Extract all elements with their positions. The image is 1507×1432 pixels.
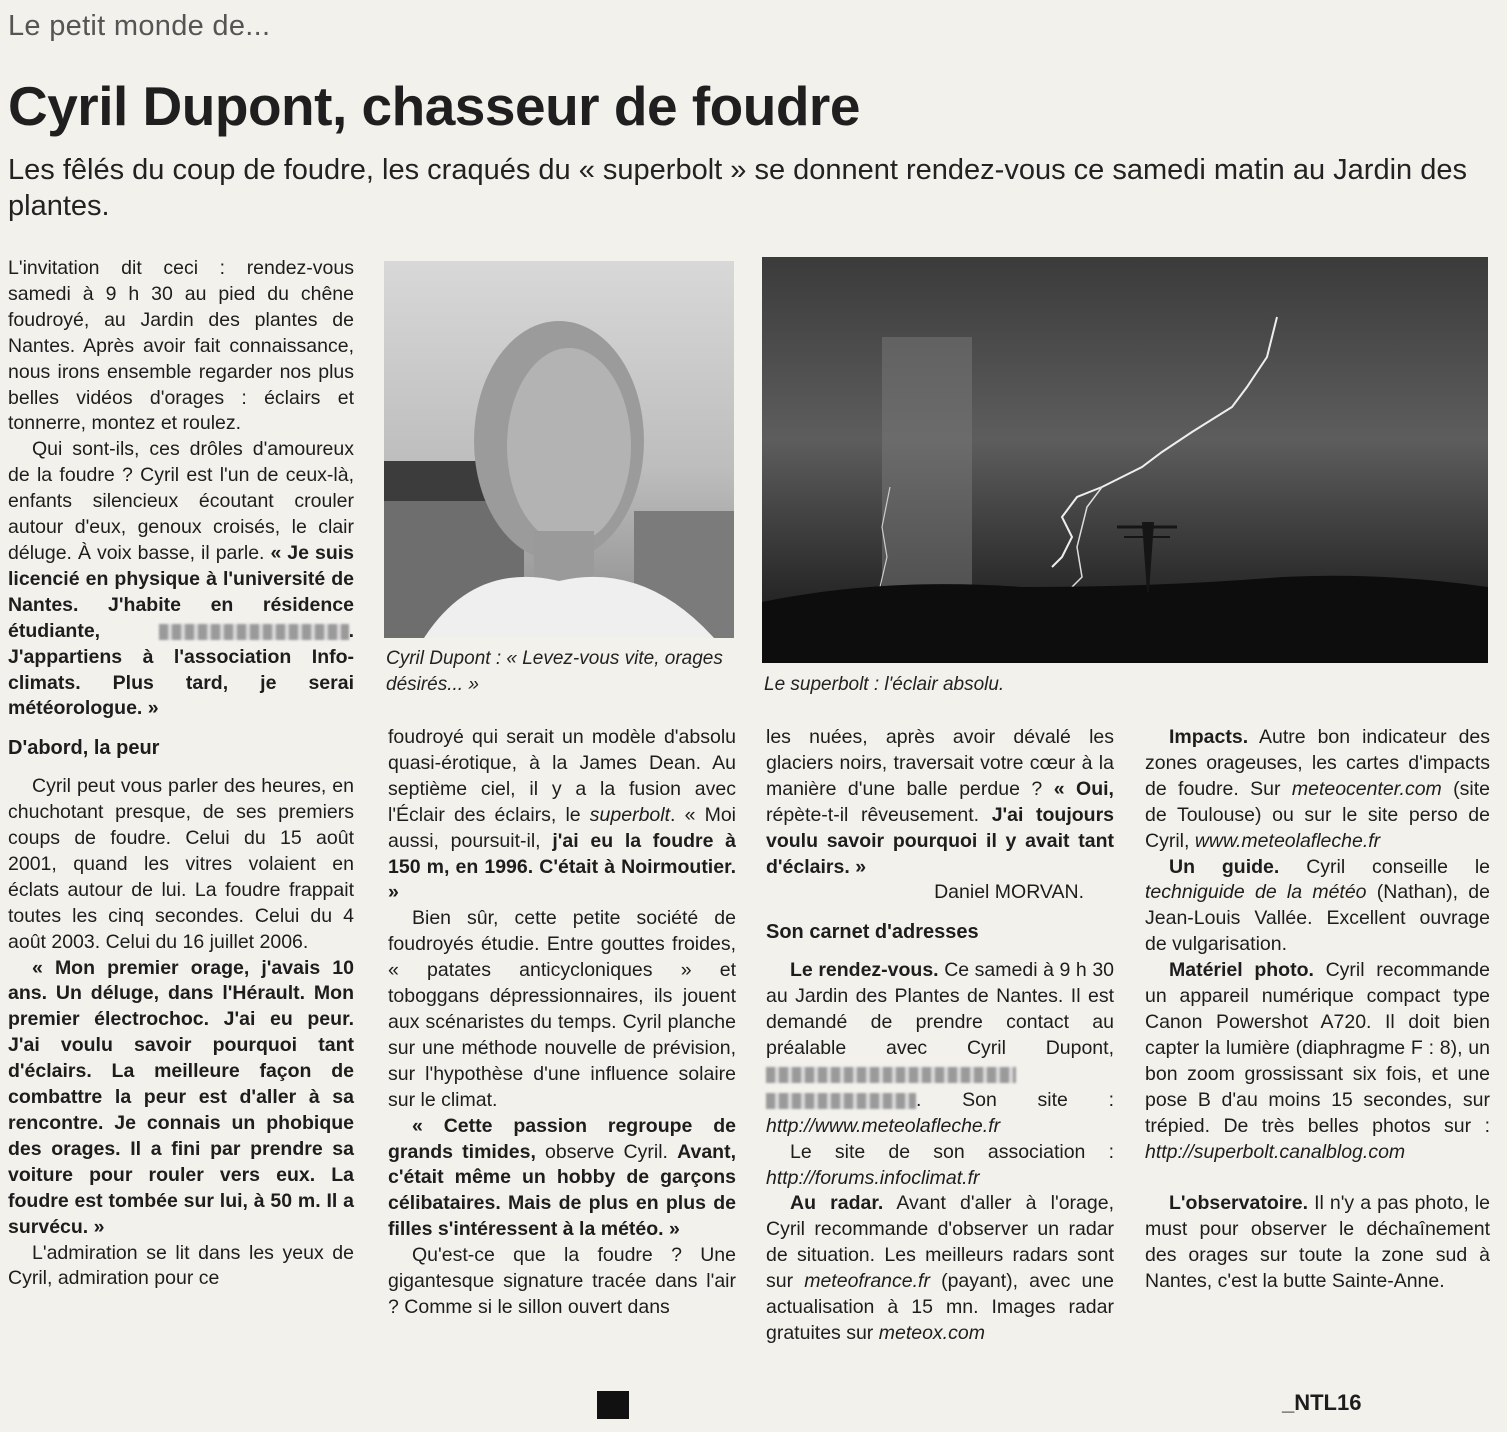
paragraph: L'invitation dit ceci : rendez-vous samedi à 9 h 30 au pied du chêne foudroyé, au Jardin des plantes de Nantes. Après avoir fait connaissance, nous irons ensemble regarder nos plus belles vidéos d'orages : éclairs et tonnerre, montez et roulez.	[8, 257, 354, 435]
paragraph: Qu'est-ce que la foudre ? Une gigantesque signature tracée dans l'air ? Comme si le sillon ouvert dans	[388, 1244, 736, 1318]
term: superbolt	[589, 803, 671, 826]
label: Impacts.	[1169, 726, 1249, 748]
subheading: D'abord, la peur	[8, 737, 160, 760]
deck: Les fêlés du coup de foudre, les craqués du « superbolt » se donnent rendez-vous ce samedi matin au Jardin des plantes.	[8, 154, 1467, 222]
lightning-photo	[762, 257, 1488, 663]
book-title: techniguide de la météo	[1145, 881, 1367, 904]
text: Cyril conseille le	[1306, 855, 1490, 878]
quote: « Je suis licencié en physique à l'université de Nantes. J'habite en résidence étudiante,	[8, 541, 354, 642]
paragraph	[388, 1114, 736, 1244]
link[interactable]: http://www.meteolafleche.fr	[766, 1114, 1001, 1137]
paragraph	[1145, 1191, 1490, 1295]
link[interactable]: http://forums.infoclimat.fr	[766, 1166, 980, 1189]
label: L'observatoire.	[1169, 1192, 1309, 1215]
quote: « Mon premier orage, j'avais 10 ans. Un déluge, dans l'Hérault. Mon premier électrochoc. J'ai eu peur. J'ai voulu savoir pourquoi tant d'éclairs. La meilleure façon de combattre la peur est d'aller à sa rencontre. Je connais un phobique des orages. Il a fini par prendre sa voiture pour rouler vers eux. La foudre est tombée sur lui, à 50 m. Il a survécu. »	[8, 956, 354, 1238]
page-code: _NTL16	[1282, 1390, 1362, 1415]
text: Le site de son association :	[790, 1140, 1114, 1163]
column-4	[1145, 725, 1490, 1295]
quote: j'ai eu la foudre à 150 m, en 1996. C'était à Noirmoutier. »	[388, 829, 737, 904]
text: les nuées, après avoir dévalé les glaciers noirs, traversait votre cœur à la manière d'une balle perdue ?	[766, 726, 1114, 800]
paragraph	[1145, 958, 1490, 1165]
paragraph: Cyril peut vous parler des heures, en chuchotant presque, de ses premiers coups de foudre. Celui du 15 août 2001, quand les vitres volaient en éclats autour de lui. La foudre frappait toutes les cinq secondes. Celui du 4 août 2003. Celui du 16 juillet 2006.	[8, 775, 354, 953]
text: répète-t-il rêveusement.	[766, 803, 980, 826]
redacted-phone	[766, 1067, 1016, 1083]
text: Il n'y a pas photo, le must pour observer le déchaînement des orages sur toute la zone sud à Nantes, c'est la butte Sainte-Anne.	[1145, 1192, 1490, 1293]
text: Avant d'aller à l'orage, Cyril recommande d'observer un radar de situation. Les meilleurs radars sont sur	[766, 1192, 1114, 1293]
label: Matériel photo.	[1169, 959, 1314, 982]
text: observe Cyril.	[545, 1140, 668, 1163]
column-2	[388, 725, 736, 1321]
paragraph	[766, 1140, 1114, 1192]
paragraph: L'admiration se lit dans les yeux de Cyril, admiration pour ce	[8, 1241, 354, 1290]
quote: J'ai toujours voulu savoir pourquoi il y avait tant d'éclairs. »	[766, 803, 1115, 878]
portrait-caption: Cyril Dupont : « Levez-vous vite, orages désirés... »	[386, 648, 723, 695]
quote: « Cette passion regroupe de grands timides,	[388, 1114, 736, 1163]
lightning-scene	[762, 257, 1488, 663]
paragraph	[766, 725, 1114, 880]
text: foudroyé qui serait un modèle d'absolu quasi-érotique, à la James Dean. Au septième ciel, il y a la fusion avec l'Éclair des éclairs, le	[388, 726, 736, 826]
quote: . J'appartiens à l'association Info-climats. Plus tard, je serai météorologue. »	[8, 619, 354, 720]
link[interactable]: meteofrance.fr	[804, 1270, 930, 1293]
label: Le rendez-vous.	[790, 959, 939, 982]
link[interactable]: http://superbolt.canalblog.com	[1145, 1140, 1406, 1163]
redacted-phone	[766, 1093, 916, 1109]
portrait-figure	[384, 261, 734, 638]
link[interactable]: meteocenter.com	[1291, 777, 1442, 800]
text: (site de Toulouse) ou sur le site perso de Cyril,	[1145, 777, 1491, 852]
quote: Avant, c'était même un hobby de garçons célibataires. Mais de plus en plus de filles s'intéressent à la météo. »	[388, 1140, 736, 1241]
text: Ce samedi à 9 h 30 au Jardin des Plantes de Nantes. Il est demandé de prendre contact au préalable avec Cyril Dupont,	[766, 959, 1115, 1059]
redacted-address	[159, 624, 349, 640]
text: (payant), avec une actualisation à 15 mn. Images radar gratuites sur	[766, 1270, 1114, 1344]
paragraph	[1145, 725, 1490, 855]
byline: Daniel MORVAN.	[934, 881, 1084, 904]
paragraph	[766, 958, 1114, 1139]
rubric: Le petit monde de...	[8, 10, 271, 42]
quote: « Oui,	[1053, 777, 1114, 800]
text: Cyril recommande un appareil numérique compact type Canon Powershot A720. Il doit bien capter la lumière (diaphragme F : 8), un bon zoom grossissant six fois, et une pose B d'au moins 15 secondes, sur trépied. De très belles photos sur :	[1145, 959, 1491, 1137]
paragraph	[8, 956, 354, 1241]
column-3	[766, 725, 1114, 1347]
paragraph	[8, 437, 354, 722]
label: Au radar.	[790, 1192, 884, 1215]
link[interactable]: meteox.com	[878, 1321, 985, 1344]
text: . Son site :	[916, 1088, 1114, 1111]
lightning-caption: Le superbolt : l'éclair absolu.	[764, 674, 1005, 695]
paragraph: Bien sûr, cette petite société de foudroyés étudie. Entre gouttes froides, « patates anticycloniques » et toboggans dépressionnaires, ils jouent aux scénaristes du temps. Cyril planche sur une méthode nouvelle de prévision, sur l'hypothèse d'une influence solaire sur le climat.	[388, 907, 736, 1111]
text: (Nathan), de Jean-Louis Vallée. Excellent ouvrage de vulgarisation.	[1145, 881, 1490, 956]
subheading: Son carnet d'adresses	[766, 921, 979, 944]
label: Un guide.	[1169, 855, 1280, 878]
paragraph	[766, 1191, 1114, 1346]
text: Autre bon indicateur des zones orageuses, les cartes d'impacts de foudre. Sur	[1145, 726, 1491, 800]
paragraph	[1145, 855, 1490, 959]
link[interactable]: www.meteolafleche.fr	[1194, 829, 1381, 852]
portrait-photo	[384, 261, 734, 638]
end-mark	[597, 1391, 629, 1419]
text: Qui sont-ils, ces drôles d'amoureux de la foudre ? Cyril est l'un de ceux-là, enfants silencieux écoutant crouler autour d'eux, genoux croisés, le clair déluge. À voix basse, il parle.	[8, 438, 354, 564]
text: . « Moi aussi, poursuit-il,	[388, 803, 736, 852]
paragraph	[388, 725, 736, 906]
column-1	[8, 256, 354, 1292]
headline: Cyril Dupont, chasseur de foudre	[8, 75, 860, 137]
